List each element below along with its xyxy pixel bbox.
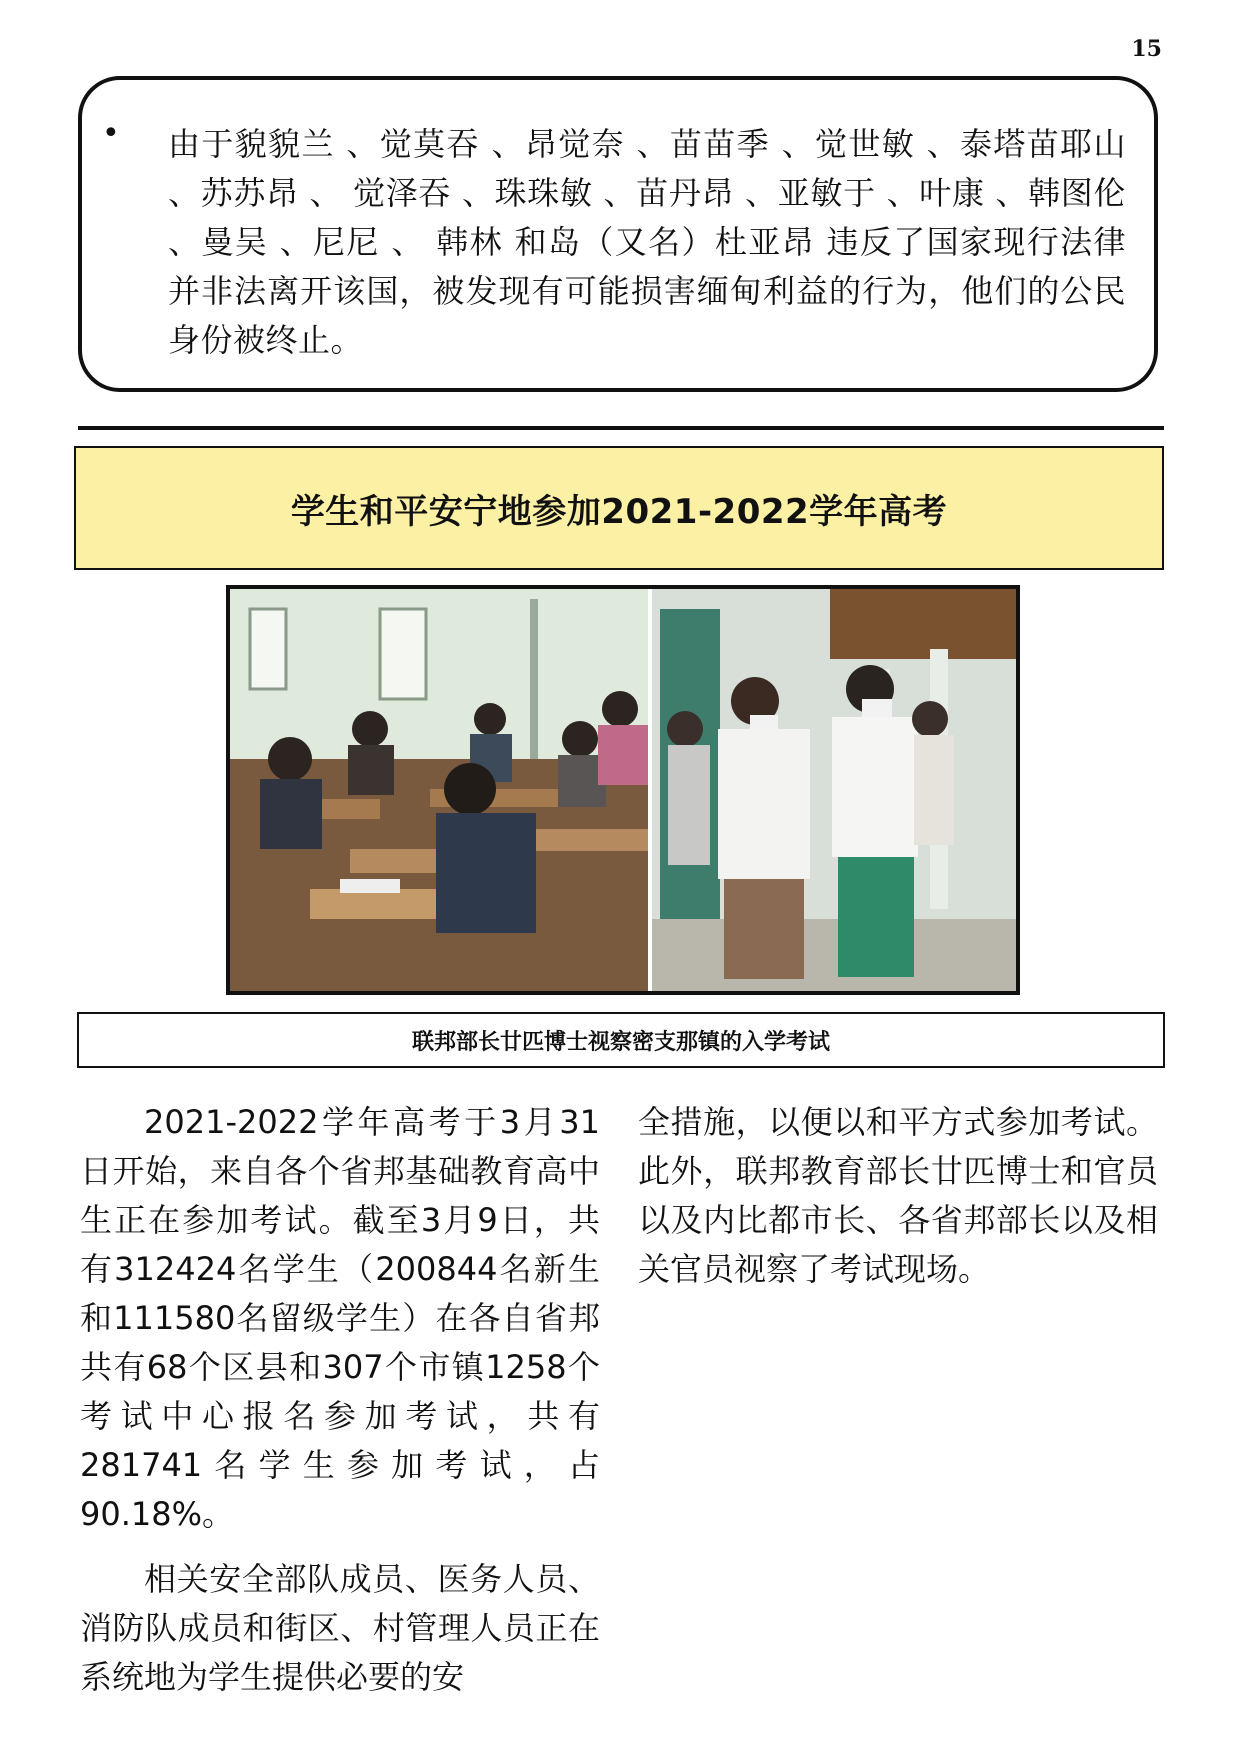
headline-banner	[74, 446, 1164, 570]
citizenship-notice-box	[78, 76, 1158, 392]
bullet-icon: •	[102, 116, 120, 151]
article-headline: 学生和平安宁地参加2021-2022学年高考	[290, 491, 948, 532]
section-divider	[78, 426, 1164, 430]
article-paragraph-1: 2021-2022学年高考于3月31日开始，来自各个省邦基础教育高中生正在参加考试。截至3月9日，共有312424名学生（200844名新生和111580名留级学生）在各自省邦共有68个区县和307个市镇1258个考试中心报名参加考试，共有281741名学生参加考试，占90.18%。	[80, 1103, 600, 1533]
notice-text: 由于貌貌兰 、觉莫吞 、昂觉奈 、苗苗季 、觉世敏 、泰塔苗耶山 、苏苏昂 、 觉泽吞 、珠珠敏 、苗丹昂 、亚敏于 、叶康 、韩图伦 、曼吴 、尼尼 、 韩林 和岛（又名）杜亚昂 违反了国家现行法律并非法离开该国，被发现有可能损害缅甸利益的行为，他们的公民身份被终止。	[168, 125, 1126, 359]
exam-photo-illustration	[230, 589, 1016, 991]
exam-photo	[226, 585, 1020, 995]
page-number: 15	[1131, 36, 1162, 62]
photo-caption: 联邦部长廿匹博士视察密支那镇的入学考试	[411, 1029, 830, 1055]
photo-caption-box	[77, 1012, 1165, 1068]
article-column-left	[80, 1098, 600, 1702]
article-paragraph-2-end: 全措施，以便以和平方式参加考试。此外，联邦教育部长廿匹博士和官员以及内比都市长、各省邦部长以及相关官员视察了考试现场。	[638, 1103, 1158, 1288]
article-paragraph-2-start: 相关安全部队成员、医务人员、消防队成员和街区、村管理人员正在系统地为学生提供必要的安	[80, 1560, 600, 1696]
article-column-right	[638, 1098, 1158, 1294]
